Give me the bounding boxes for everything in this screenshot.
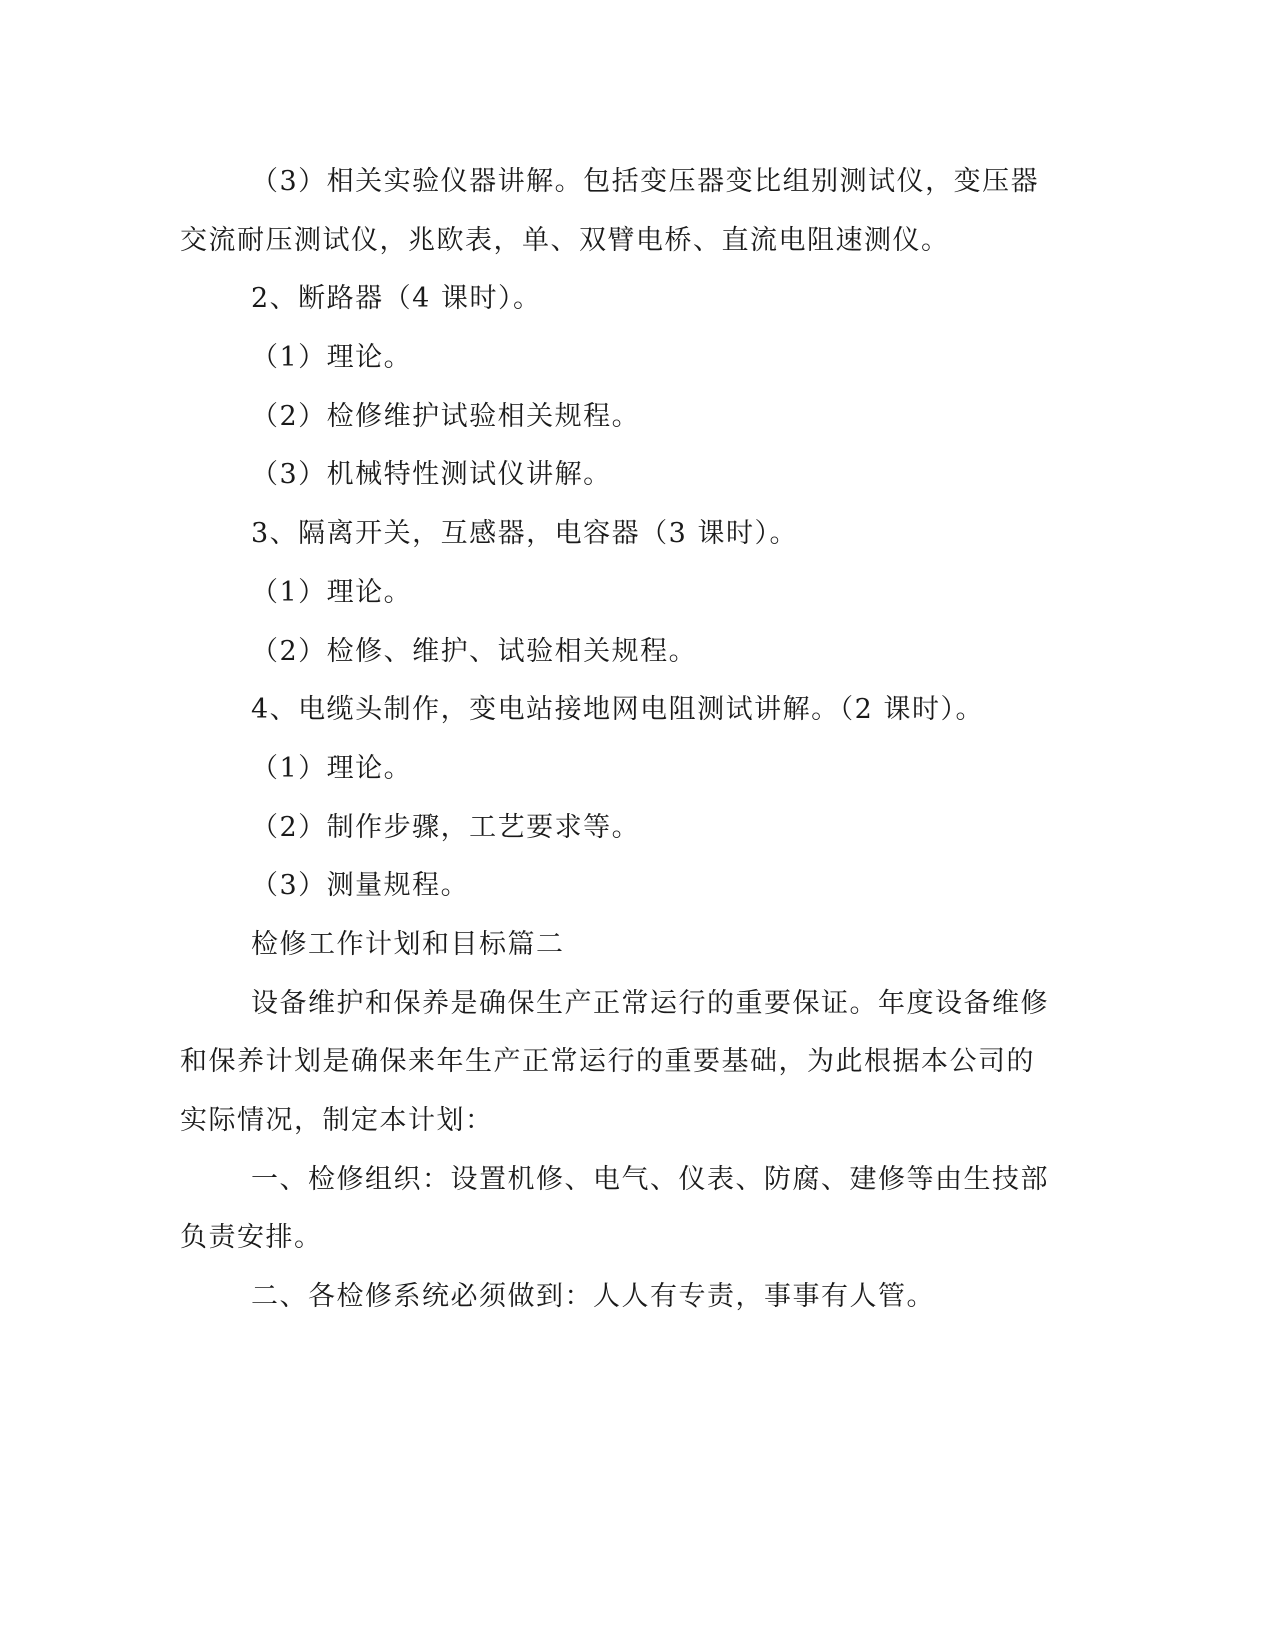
- paragraph-line: 交流耐压测试仪，兆欧表，单、双臂电桥、直流电阻速测仪。: [180, 224, 950, 256]
- document-body: [180, 153, 1049, 1327]
- paragraph-line: 实际情况，制定本计划：: [180, 1105, 494, 1136]
- paragraph-line: 负责安排。: [180, 1222, 323, 1254]
- list-item: （3）测量规程。: [251, 870, 470, 902]
- section-heading: 2、断路器（4 课时）。: [251, 283, 542, 315]
- paragraph-line: （3）相关实验仪器讲解。包括变压器变比组别测试仪，变压器: [251, 166, 1040, 197]
- paragraph-line: 设备维护和保养是确保生产正常运行的重要保证。年度设备维修: [251, 987, 1049, 1019]
- paragraph-line: 和保养计划是确保来年生产正常运行的重要基础，为此根据本公司的: [180, 1046, 1035, 1078]
- list-item: （2）制作步骤，工艺要求等。: [251, 811, 641, 843]
- section-heading: 3、隔离开关，互感器，电容器（3 课时）。: [251, 518, 798, 550]
- paragraph-line: 二、各检修系统必须做到：人人有专责，事事有人管。: [251, 1281, 935, 1313]
- list-item: （3）机械特性测试仪讲解。: [251, 459, 612, 491]
- list-item: （1）理论。: [251, 576, 413, 608]
- article-title: 检修工作计划和目标篇二: [251, 928, 565, 960]
- list-item: （2）检修、维护、试验相关规程。: [251, 635, 698, 667]
- section-heading: 4、电缆头制作，变电站接地网电阻测试讲解。（2 课时）。: [251, 694, 984, 726]
- list-item: （1）理论。: [251, 342, 413, 374]
- list-item: （2）检修维护试验相关规程。: [251, 400, 641, 432]
- paragraph-line: 一、检修组织：设置机修、电气、仪表、防腐、建修等由生技部: [251, 1163, 1049, 1195]
- list-item: （1）理论。: [251, 752, 413, 784]
